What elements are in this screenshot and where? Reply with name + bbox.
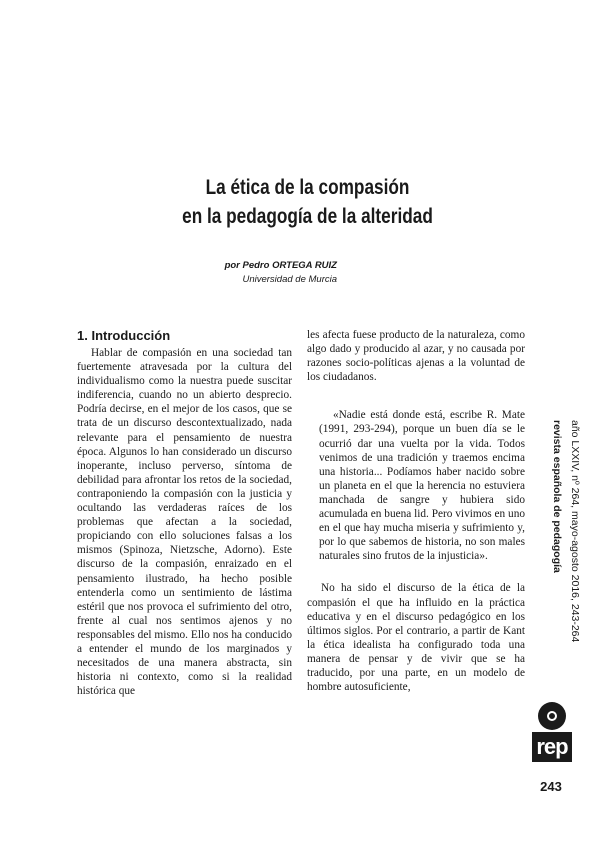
right-column [307, 328, 525, 694]
rep-logo [532, 702, 572, 770]
left-column [77, 328, 292, 698]
page-number: 243 [540, 779, 562, 794]
article-title [55, 173, 559, 231]
author-byline: por Pedro ORTEGA RUIZ [224, 260, 337, 271]
author-block [225, 259, 337, 287]
journal-name: revista española de pedagogía [551, 420, 563, 573]
title-line-1: La ética de la compasión [205, 176, 410, 199]
block-quote: «Nadie está donde está, escribe R. Mate (1991, 293-294), porque un buen día se le ocurrió dar una vuelta por la vida. Todos venimos de una tradición y traemos encima una historia... Podíamos haber nacido sobre un planeta en el que la herencia no estuviera manchada de sangre y hubiera sido acumulada en buena lid. Pero vivimos en uno en el que hay mucha miseria y sufrimiento y, por lo que sabemos de historia, no son males naturales sino frutos de la injusticia». [319, 409, 525, 563]
section-heading: 1. Introducción [77, 328, 171, 343]
issue-info: año LXXIV, nº 264, mayo-agosto 2016, 243-264 [569, 420, 581, 643]
logo-circle-icon [538, 702, 566, 730]
logo-text: rep [532, 732, 572, 762]
second-paragraph: No ha sido el discurso de la ética de la compasión el que ha influido en la práctica educativa y en el discurso pedagógico en los últimos siglos. Por el contrario, a partir de Kant la ética idealista ha configurado toda una manera de pensar y de vivir que se ha traducido, por una parte, en un modelo de hombre autosuficiente, [307, 582, 525, 694]
intro-paragraph: Hablar de compasión en una sociedad tan fuertemente atravesada por la cultura del individualismo como la nuestra puede suscitar indiferencia, cuando no un abierto desprecio. Podría decirse, en el mejor de los casos, que se trata de un discurso descontextualizado, nada relevante para el pensamiento de nuestra época. Algunos lo han considerado un discurso inoperante, incluso perverso, síntoma de debilidad para afrontar los retos de la sociedad, contraponiendo la compasión con la justicia y ocultando las verdaderas raíces de los problemas que afectan a la sociedad, propiciando con ello soluciones falsas a los mismos (Spinoza, Nietzsche, Adorno). Este discurso de la compasión, enraizado en el pensamiento ilustrado, ha hecho posible entenderla como un sentimiento de lástima estéril que nos provoca el sufrimiento del otro, frente al cual nos sentimos ajenos y no responsables del mismo. Ello nos ha conducido a entender el mundo de los marginados y necesitados de una manera abstracta, sin historia ni contexto, como si la realidad histórica que [77, 347, 292, 698]
author-affiliation: Universidad de Murcia [242, 274, 337, 285]
title-line-2: en la pedagogía de la alteridad [182, 205, 433, 228]
journal-sidebar [548, 420, 584, 692]
continuation-paragraph: les afecta fuese producto de la naturaleza, como algo dado y producido al azar, y no causada por razones socio-políticas ajenas a la voluntad de los ciudadanos. [307, 329, 525, 384]
